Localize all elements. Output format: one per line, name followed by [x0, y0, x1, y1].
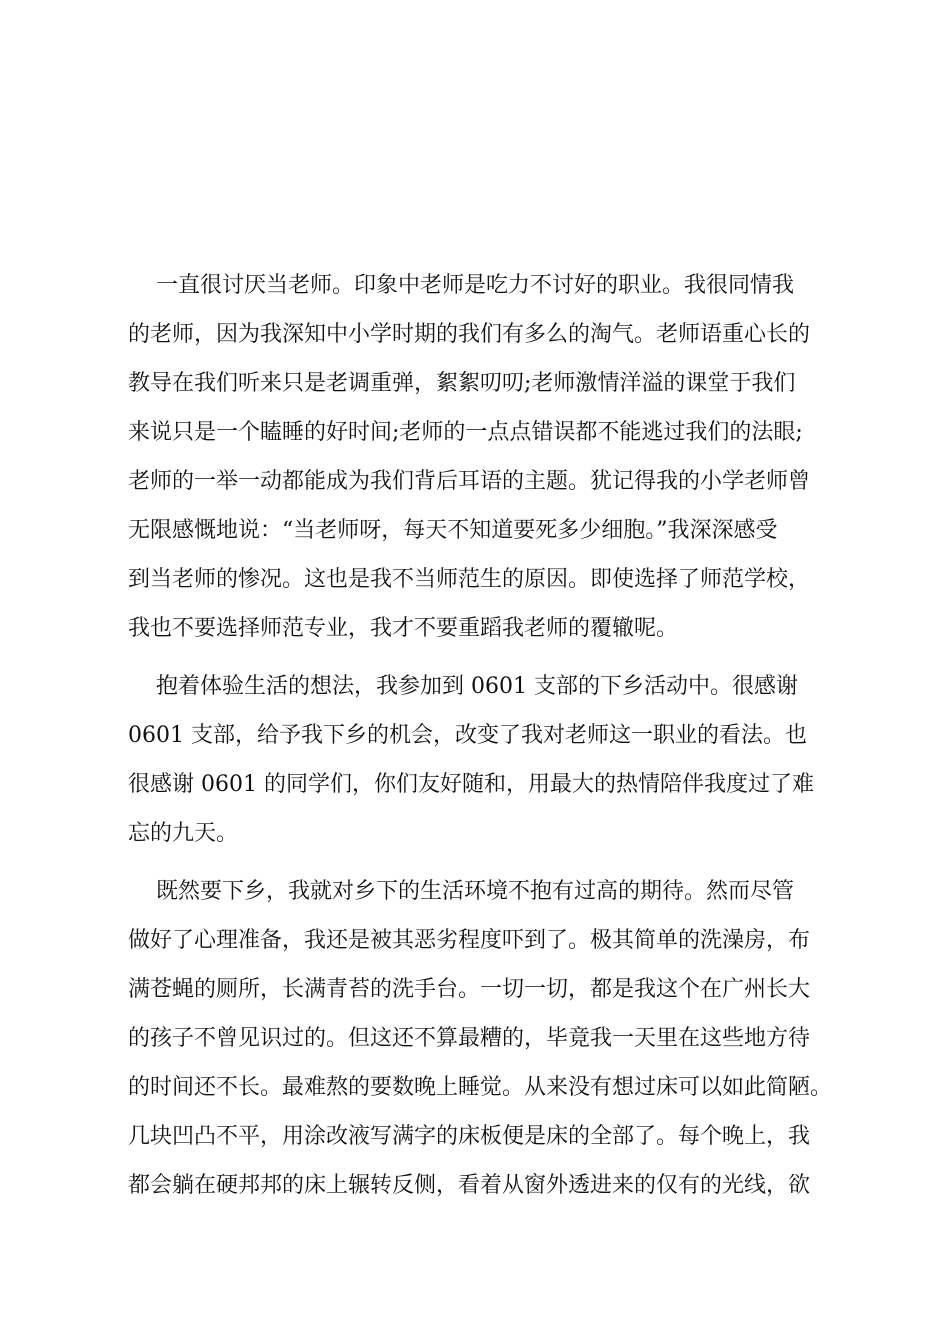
paragraph-spacer: [128, 658, 838, 667]
text-line: 来说只是一个瞌睡的好时间;老师的一点点错误都不能逃过我们的法眼;: [128, 420, 803, 445]
text-line: 老师的一举一动都能成为我们背后耳语的主题。犹记得我的小学老师曾: [128, 469, 811, 494]
text-line: 到当老师的惨况。这也是我不当师范生的原因。即使选择了师范学校，: [128, 567, 811, 592]
text-line: 几块凹凸不平，用涂改液写满字的床板便是床的全部了。每个晚上，我: [128, 1124, 811, 1149]
text-line: 都会躺在硬邦邦的床上辗转反侧，看着从窗外透进来的仅有的光线，欲: [128, 1173, 811, 1198]
text-line: 很感谢 0601 的同学们，你们友好随和，用最大的热情陪伴我度过了难: [128, 772, 814, 797]
text-line: 无限感慨地说：“当老师呀，每天不知道要死多少细胞。”我深深感受: [128, 518, 778, 543]
text-line: 满苍蝇的厕所，长满青苔的洗手台。一切一切，都是我这个在广州长大: [128, 977, 811, 1002]
paragraph: [128, 266, 838, 658]
text-line: 的时间还不长。最难熬的要数晚上睡觉。从来没有想过床可以如此简陋。: [128, 1075, 833, 1100]
paragraph: [128, 872, 838, 1215]
text-line: 我也不要选择师范专业，我才不要重蹈我老师的覆辙呢。: [128, 616, 679, 641]
text-line: 一直很讨厌当老师。印象中老师是吃力不讨好的职业。我很同情我: [128, 273, 794, 298]
text-line: 的老师，因为我深知中小学时期的我们有多么的淘气。老师语重心长的: [128, 322, 811, 347]
text-line: 0601 支部，给予我下乡的机会，改变了我对老师这一职业的看法。也: [128, 723, 807, 748]
paragraph-spacer: [128, 863, 838, 872]
text-line: 教导在我们听来只是老调重弹，絮絮叨叨;老师激情洋溢的课堂于我们: [128, 371, 796, 396]
text-line: 的孩子不曾见识过的。但这还不算最糟的，毕竟我一天里在这些地方待: [128, 1026, 811, 1051]
text-line: 抱着体验生活的想法，我参加到 0601 支部的下乡活动中。很感谢: [128, 674, 798, 699]
text-line: 忘的九天。: [128, 821, 239, 846]
text-line: 既然要下乡，我就对乡下的生活环境不抱有过高的期待。然而尽管: [128, 879, 794, 904]
text-line: 做好了心理准备，我还是被其恶劣程度吓到了。极其简单的洗澡房，布: [128, 928, 811, 953]
document-body: [128, 266, 838, 1215]
paragraph: [128, 667, 838, 863]
